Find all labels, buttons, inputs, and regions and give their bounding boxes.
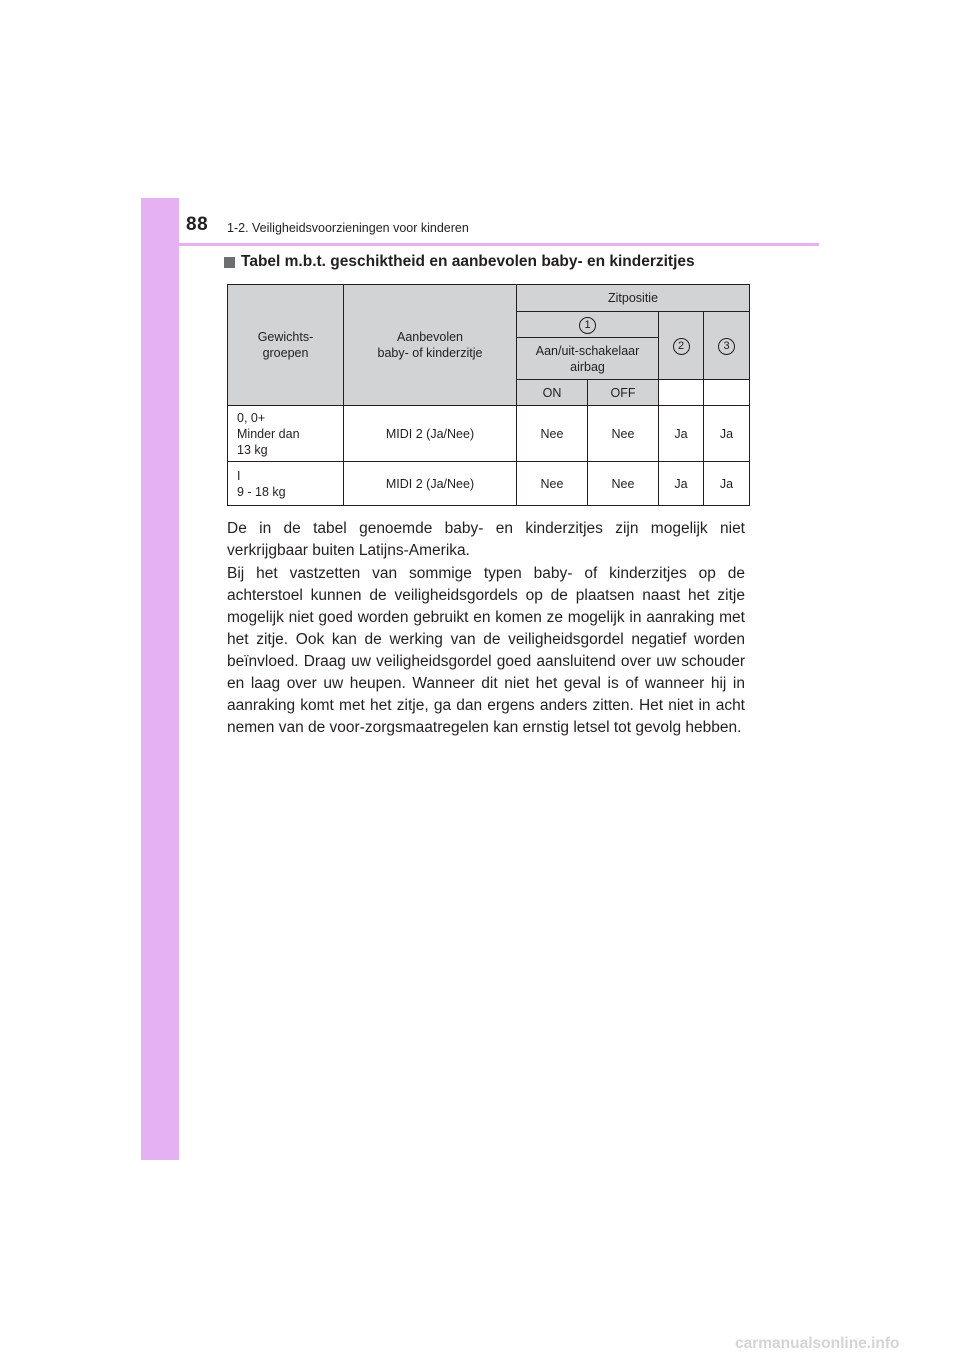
cell-group: I 9 - 18 kg <box>228 462 344 506</box>
cell-airbag-on: Nee <box>517 406 588 462</box>
cell-position-3: Ja <box>704 462 750 506</box>
cell-airbag-off: Nee <box>588 462 659 506</box>
table-heading <box>224 253 695 271</box>
position-3-header <box>704 312 750 380</box>
seatbelt-warning-text: Bij het vastzetten van sommige typen baby- of kinderzitjes op de achterstoel kunnen de veiligheidsgordels op de plaatsen naast het zitje mogelijk niet goed worden gebruikt en komen ze mogelijk in aanraking met het zitje. Ook kan de werking van de veiligheidsgordel negatief worden beïnvloed. Draag uw veiligheidsgordel goed aansluitend over uw schouder en laag over uw heupen. Wanneer dit niet het geval is of wanneer hij in aanraking komt met het zitje, ga dan ergens anders zitten. Het niet in acht nemen van de voor-zorgsmaatregelen kan ernstig letsel tot gevolg hebben. <box>227 565 745 736</box>
availability-note: De in de tabel genoemde baby- en kinderzitjes zijn mogelijk niet verkrijgbaar buiten Latijns-Amerika. <box>227 520 745 559</box>
cell-position-2: Ja <box>659 462 704 506</box>
position-3-marker: 3 <box>718 338 735 355</box>
position-2-marker: 2 <box>673 338 690 355</box>
position-2-spacer <box>659 380 704 406</box>
cell-group: 0, 0+ Minder dan 13 kg <box>228 406 344 462</box>
col-recommended-seat: Aanbevolen baby- of kinderzitje <box>344 285 517 406</box>
cell-seat: MIDI 2 (Ja/Nee) <box>344 462 517 506</box>
table-row <box>228 406 750 462</box>
table-heading-text: Tabel m.b.t. geschiktheid en aanbevolen baby- en kinderzitjes <box>241 253 695 270</box>
cell-airbag-on: Nee <box>517 462 588 506</box>
cell-position-3: Ja <box>704 406 750 462</box>
airbag-on-header: ON <box>517 380 588 406</box>
position-2-header <box>659 312 704 380</box>
airbag-off-header: OFF <box>588 380 659 406</box>
section-title: 1-2. Veiligheidsvoorzieningen voor kinderen <box>227 221 469 235</box>
position-3-spacer <box>704 380 750 406</box>
airbag-switch-header: Aan/uit-schakelaar airbag <box>517 338 659 380</box>
page-number: 88 <box>186 214 209 235</box>
sidebar-tab <box>141 198 179 1160</box>
header-rule <box>141 243 819 246</box>
watermark: carmanualsonline.info <box>735 1335 900 1352</box>
col-weight-group: Gewichts- groepen <box>228 285 344 406</box>
seat-suitability-table <box>227 284 750 506</box>
position-1-marker: 1 <box>579 317 596 334</box>
cell-seat: MIDI 2 (Ja/Nee) <box>344 406 517 462</box>
position-1-header <box>517 312 659 338</box>
cell-airbag-off: Nee <box>588 406 659 462</box>
cell-position-2: Ja <box>659 406 704 462</box>
square-bullet-icon <box>224 257 235 268</box>
col-seat-position: Zitpositie <box>517 285 750 312</box>
table-row <box>228 462 750 506</box>
